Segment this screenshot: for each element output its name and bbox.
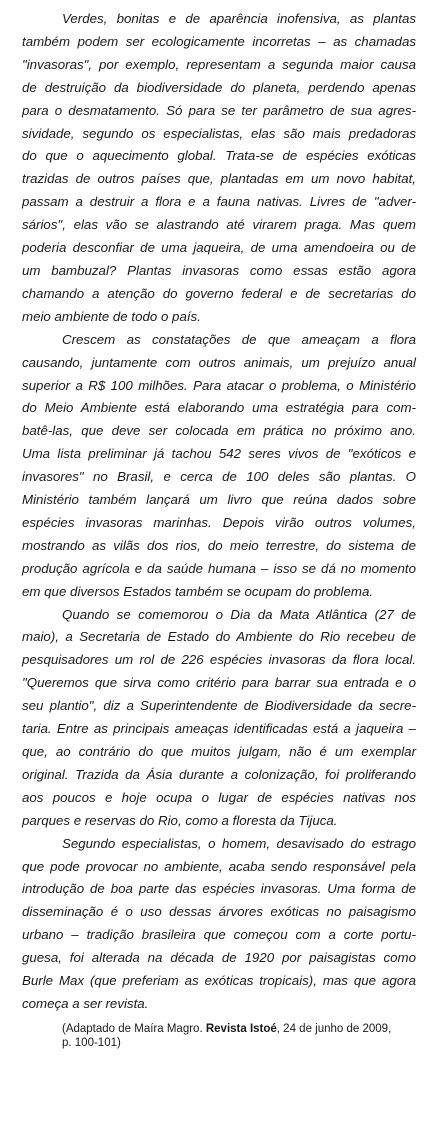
citation-prefix: (Adaptado de Maíra Magro. — [62, 1022, 206, 1035]
text-line: urbano – tradição brasileira que começou com a corte portu- — [22, 927, 416, 943]
text-line: parques e reservas do Rio, como a floresta da Tijuca. — [22, 812, 338, 828]
text-line: original. Trazida da Ásia durante a colonização, foi proliferando — [22, 766, 416, 782]
text-line: guesa, foi alterada na década de 1920 por paisagistas como — [22, 950, 416, 966]
text-line: também podem ser ecologicamente incorretas – as chamadas — [22, 33, 416, 49]
paragraph-2 — [22, 329, 416, 604]
text-line: aos poucos e hoje ocupa o lugar de espécies nativas nos — [22, 789, 416, 805]
text-line: que pode provocar no ambiente, acaba sendo responsável pela — [22, 858, 416, 874]
text-line: seu plantio", diz a Superintendente de Biodiversidade da secre- — [22, 698, 416, 714]
article — [22, 8, 416, 1050]
text-line: pesquisadores um rol de 226 espécies invasoras da flora local. — [22, 652, 416, 668]
text-line: Verdes, bonitas e de aparência inofensiva, as plantas — [62, 11, 416, 26]
text-line: invasores" no Brasil, e cerca de 100 deles são plantas. O — [22, 469, 416, 485]
text-line: para o desmatamento. Só para se ter parâmetro de sua agres- — [22, 102, 416, 118]
text-line: batê-las, que deve ser colocada em prática no próximo ano. — [22, 423, 416, 439]
text-line: Ministério também lançará um livro que reúna dados sobre — [22, 492, 416, 508]
text-line: "invasoras", por exemplo, representam a segunda maior causa — [22, 56, 416, 72]
text-line: produção agrícola e da saúde humana – isso se dá no momento — [22, 560, 416, 576]
text-line: começa a ser revista. — [22, 995, 149, 1011]
text-line: meio ambiente de todo o país. — [22, 308, 201, 324]
text-line: causando, juntamente com outros animais, um prejuízo anual — [22, 354, 416, 370]
text-line: mostrando as vilãs dos rios, do meio terrestre, do sistema de — [22, 537, 416, 553]
text-line: superior a R$ 100 milhões. Para atacar o problema, o Ministério — [22, 377, 416, 393]
text-line: um bambuzal? Plantas invasoras como essas estão agora — [22, 262, 416, 278]
text-line: sividade, segundo os especialistas, elas são mais predadoras — [22, 125, 416, 141]
text-line: em que diversos Estados também se ocupam do problema. — [22, 583, 374, 599]
text-line: Segundo especialistas, o homem, desavisado do estrago — [62, 835, 416, 851]
paragraph-1 — [22, 8, 416, 329]
text-line: taria. Entre as principais ameaças identificadas está a jaqueira – — [22, 721, 416, 737]
text-line: de destruição da biodiversidade do planeta, perdendo apenas — [22, 79, 416, 95]
text-line: introdução de boa parte das espécies invasoras. Uma forma de — [22, 881, 416, 897]
text-line: do que o aquecimento global. Trata-se de espécies exóticas — [22, 148, 416, 164]
text-line: espécies invasoras marinhas. Depois virão outros volumes, — [22, 514, 416, 530]
text-line: disseminação é o uso dessas árvores exóticas no paisagismo — [22, 904, 416, 920]
text-line: Crescem as constatações de que ameaçam a flora — [62, 331, 416, 347]
paragraph-4 — [22, 833, 416, 1016]
text-line: Uma lista preliminar já tachou 542 seres vivos de "exóticos e — [22, 446, 416, 462]
citation-suffix: , 24 de junho de 2009, — [276, 1022, 392, 1035]
text-line: Quando se comemorou o Dia da Mata Atlântica (27 de — [62, 606, 416, 622]
text-line: passam a destruir a flora e a fauna nativas. Livres de "adver- — [22, 194, 416, 210]
text-line: Burle Max (que preferiam as exóticas tropicais), mas que agora — [22, 973, 416, 989]
text-line: chamando a atenção do governo federal e de secretarias do — [22, 285, 416, 301]
text-line: "Queremos que sirva como critério para barrar sua entrada e o — [22, 675, 416, 691]
citation — [62, 1022, 416, 1050]
text-line: sários", elas vão se alastrando até virarem praga. Mas quem — [22, 217, 416, 233]
citation-pages: p. 100-101) — [62, 1036, 121, 1049]
text-line: maio), a Secretaria de Estado do Ambiente do Rio recebeu de — [22, 629, 416, 645]
text-line: que, ao contrário do que muitos julgam, não é um exemplar — [22, 744, 416, 759]
text-line: trazidas de outros países que, plantadas em um novo habitat, — [22, 171, 416, 187]
paragraph-3 — [22, 604, 416, 833]
text-line: do Meio Ambiente está elaborando uma estratégia para com- — [22, 400, 416, 416]
citation-source: Revista Istoé — [205, 1022, 277, 1035]
text-line: poderia desconfiar de uma jaqueira, de uma amendoeira ou de — [22, 240, 416, 256]
